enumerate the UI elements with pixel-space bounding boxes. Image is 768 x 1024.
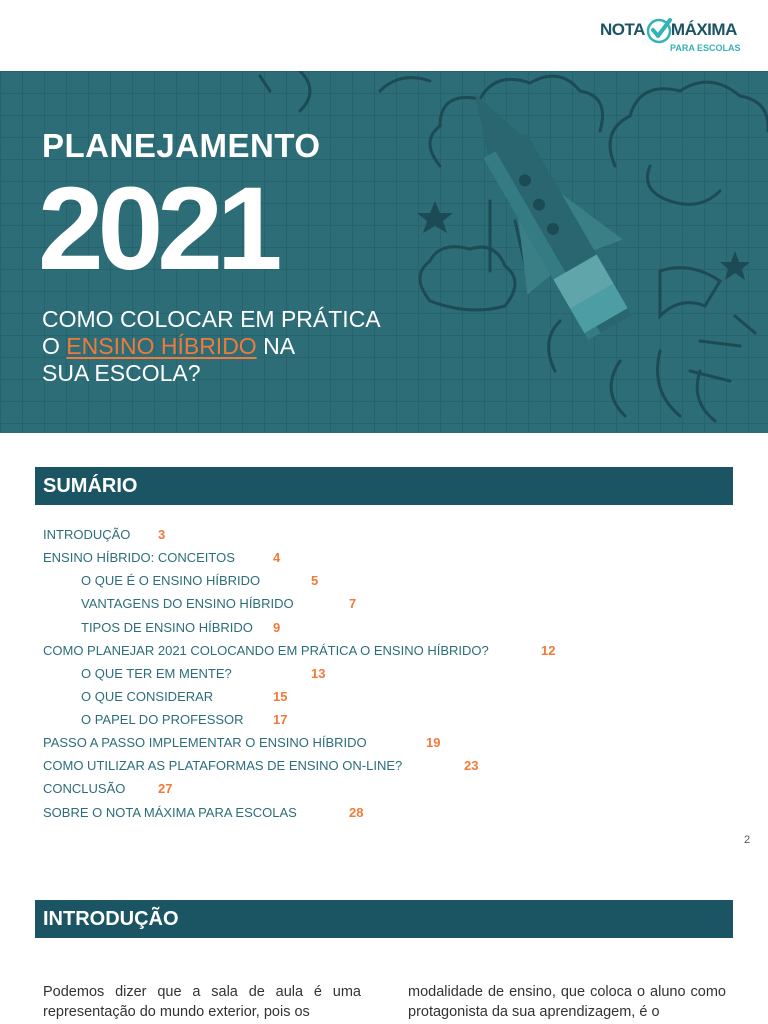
page-number: 2 <box>744 834 751 846</box>
toc-item[interactable]: COMO UTILIZAR AS PLATAFORMAS DE ENSINO ON-LINE? 23 <box>43 758 479 773</box>
subtitle-line-1: COMO COLOCAR EM PRÁTICA <box>42 306 381 332</box>
highlight-ensino-hibrido: ENSINO HÍBRIDO <box>66 333 257 359</box>
toc-page-number: 4 <box>273 550 281 565</box>
toc-item[interactable]: CONCLUSÃO 27 <box>43 781 173 796</box>
toc-item[interactable]: VANTAGENS DO ENSINO HÍBRIDO 7 <box>81 596 357 611</box>
logo-wordmark: NOTA MÁXIMA <box>600 20 737 39</box>
toc-item[interactable]: O PAPEL DO PROFESSOR 17 <box>81 712 288 727</box>
toc-page-number: 13 <box>311 666 326 681</box>
hero-subtitle <box>42 306 381 387</box>
toc-item[interactable]: SOBRE O NOTA MÁXIMA PARA ESCOLAS 28 <box>43 805 364 820</box>
toc-item[interactable]: PASSO A PASSO IMPLEMENTAR O ENSINO HÍBRIDO 19 <box>43 735 441 750</box>
summary-heading: SUMÁRIO <box>43 475 138 497</box>
brand-logo[interactable] <box>600 16 750 56</box>
toc-page-number: 28 <box>349 805 364 820</box>
subtitle-line-2: O ENSINO HÍBRIDO NA <box>42 333 296 359</box>
toc-item[interactable]: O QUE TER EM MENTE? 13 <box>81 666 326 681</box>
toc-page-number: 9 <box>273 620 281 635</box>
introduction-heading: INTRODUÇÃO <box>43 908 179 930</box>
checkmark-icon <box>646 16 674 44</box>
toc-page-number: 5 <box>311 573 319 588</box>
toc-page-number: 15 <box>273 689 288 704</box>
toc-page-number: 17 <box>273 712 288 727</box>
toc-page-number: 23 <box>464 758 479 773</box>
toc-item[interactable]: COMO PLANEJAR 2021 COLOCANDO EM PRÁTICA O ENSINO HÍBRIDO? 12 <box>43 643 556 658</box>
toc-item[interactable]: O QUE É O ENSINO HÍBRIDO 5 <box>81 573 319 588</box>
intro-column-right: modalidade de ensino, que coloca o aluno como protagonista da sua aprendizagem, é o <box>408 984 726 1020</box>
hero-year: 2021 <box>38 163 277 295</box>
hero-banner <box>0 71 768 433</box>
introduction-heading-bar <box>35 900 733 938</box>
subtitle-line-3: SUA ESCOLA? <box>42 360 201 386</box>
toc-item[interactable]: TIPOS DE ENSINO HÍBRIDO 9 <box>81 620 281 635</box>
toc-page-number: 19 <box>426 735 441 750</box>
toc-item[interactable]: INTRODUÇÃO 3 <box>43 527 166 542</box>
toc-page-number: 3 <box>158 527 166 542</box>
toc-page-number: 27 <box>158 781 173 796</box>
toc-page-number: 7 <box>349 596 357 611</box>
summary-heading-bar <box>35 467 733 505</box>
hero-kicker: PLANEJAMENTO <box>42 127 321 164</box>
page-header <box>0 0 768 71</box>
intro-column-left: Podemos dizer que a sala de aula é uma representação do mundo exterior, pois os <box>43 984 361 1020</box>
toc-item[interactable]: O QUE CONSIDERAR 15 <box>81 689 288 704</box>
toc-page-number: 12 <box>541 643 556 658</box>
toc-item[interactable]: ENSINO HÍBRIDO: CONCEITOS 4 <box>43 550 281 565</box>
logo-subtitle: PARA ESCOLAS <box>670 43 741 53</box>
